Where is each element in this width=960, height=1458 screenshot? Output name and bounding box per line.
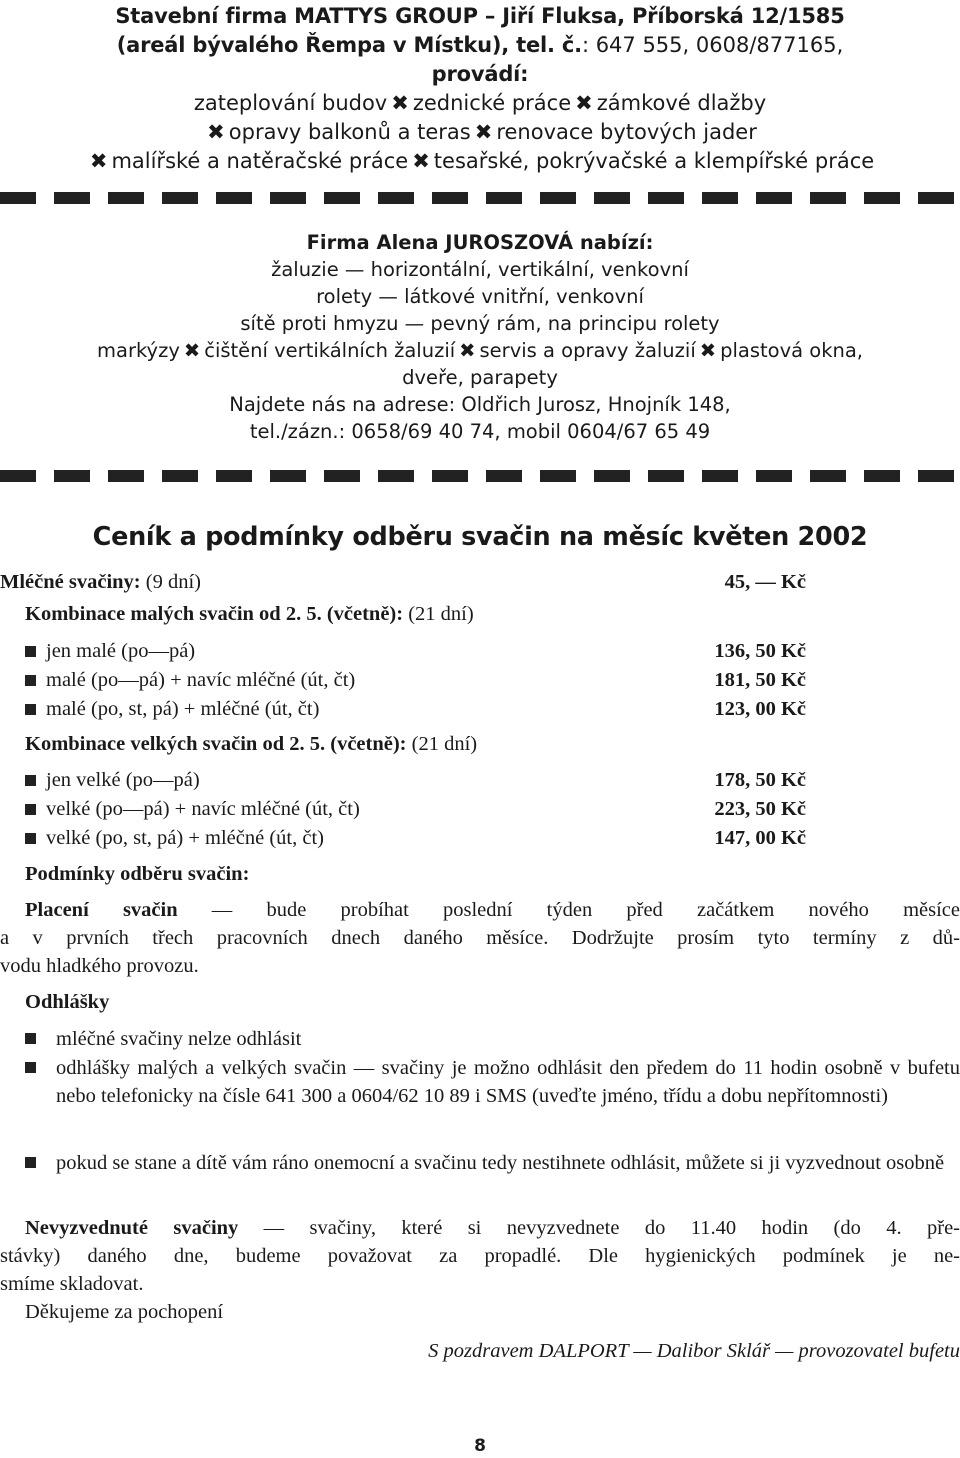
dash-segment bbox=[108, 470, 144, 482]
square-bullet-icon bbox=[25, 1157, 32, 1168]
dash-segment bbox=[864, 192, 900, 204]
price-row: jen malé (po—pá) 136, 50 Kč bbox=[22, 637, 960, 665]
ad-mattys-line3: provádí: bbox=[431, 62, 529, 86]
cross-icon: ✖ bbox=[459, 339, 476, 362]
ad-juroszova-line: dveře, parapety bbox=[402, 366, 558, 389]
square-bullet-icon bbox=[25, 804, 36, 815]
dash-segment bbox=[810, 470, 846, 482]
dash-segment bbox=[918, 470, 954, 482]
dash-segment bbox=[108, 192, 144, 204]
price: 45, — Kč bbox=[724, 571, 806, 593]
page-number: 8 bbox=[474, 1436, 486, 1456]
ad-juroszova-line: Najdete nás na adrese: Oldřich Jurosz, Hnojník 148, bbox=[229, 393, 731, 416]
price-row: velké (po, st, pá) + mléčné (út, čt) 147, 00 Kč bbox=[22, 824, 960, 852]
dash-segment bbox=[432, 192, 468, 204]
uncollected-line: stávky) daného dne, budeme považovat za propadlé. Dle hygienických podmínek je ne- bbox=[0, 1245, 960, 1267]
cross-icon: ✖ bbox=[183, 339, 201, 362]
dash-segment bbox=[432, 470, 468, 482]
ad-juroszova-line: sítě proti hmyzu — pevný rám, na principu rolety bbox=[240, 312, 720, 335]
dash-segment bbox=[756, 192, 792, 204]
ad-mattys-services-1: zateplování budov ✖ zednické práce ✖ zámkové dlažby bbox=[0, 89, 960, 118]
dash-segment bbox=[378, 192, 414, 204]
small-snacks-heading: Kombinace malých svačin od 2. 5. (včetně): (21 dní) bbox=[25, 603, 474, 625]
ad-juroszova-line: žaluzie — horizontální, vertikální, venkovní bbox=[271, 258, 689, 281]
dash-segment bbox=[702, 470, 738, 482]
dash-segment bbox=[594, 192, 630, 204]
cancellation-item: mléčné svačiny nelze odhlásit bbox=[56, 1028, 302, 1050]
ad-mattys-line1: Stavební firma MATTYS GROUP – Jiří Fluksa, Příborská 12/1585 bbox=[115, 4, 845, 28]
ad-juroszova-title: Firma Alena JUROSZOVÁ nabízí: bbox=[306, 231, 654, 254]
dash-segment bbox=[540, 192, 576, 204]
dash-segment bbox=[324, 470, 360, 482]
price-row: malé (po, st, pá) + mléčné (út, čt) 123, 00 Kč bbox=[22, 695, 960, 723]
conditions-heading: Podmínky odběru svačin: bbox=[25, 863, 250, 885]
signature: S pozdravem DALPORT — Dalibor Sklář — provozovatel bufetu bbox=[428, 1340, 960, 1362]
dash-segment bbox=[486, 192, 522, 204]
ad-mattys-line2: (areál bývalého Řempa v Místku), tel. č.: 647 555, 0608/877165, bbox=[116, 33, 844, 57]
payment-line: a v prvních třech pracovních dnech daného měsíce. Dodržujte prosím tyto termíny z dů- bbox=[0, 927, 960, 949]
square-bullet-icon bbox=[25, 1033, 32, 1044]
square-bullet-icon bbox=[25, 675, 36, 686]
cross-icon: ✖ bbox=[391, 91, 409, 115]
ad-mattys bbox=[0, 2, 960, 176]
milk-snacks-row: Mléčné svačiny: (9 dní) 45, — Kč bbox=[0, 568, 960, 596]
square-bullet-icon bbox=[25, 1062, 32, 1073]
price-row: malé (po—pá) + navíc mléčné (út, čt) 181, 50 Kč bbox=[22, 666, 960, 694]
dash-segment bbox=[810, 192, 846, 204]
big-snacks-heading: Kombinace velkých svačin od 2. 5. (včetně): (21 dní) bbox=[25, 733, 478, 755]
price-list-title: Ceník a podmínky odběru svačin na měsíc květen 2002 bbox=[92, 522, 868, 552]
dash-segment bbox=[594, 470, 630, 482]
dash-segment bbox=[216, 470, 252, 482]
square-bullet-icon bbox=[25, 775, 36, 786]
square-bullet-icon bbox=[25, 833, 36, 844]
cancellation-item: pokud se stane a dítě vám ráno onemocní a svačinu tedy nestihnete odhlásit, můžete si ji vyzvednout osobně bbox=[56, 1152, 945, 1174]
ad-juroszova-line: markýzy ✖ čištění vertikálních žaluzií ✖ servis a opravy žaluzií ✖ plastová okna, bbox=[97, 339, 863, 362]
dash-segment bbox=[54, 470, 90, 482]
uncollected-line: Nevyzvednuté svačiny — svačiny, které si nevyzvednete do 11.40 hodin (do 4. pře- bbox=[25, 1217, 960, 1239]
price-row: jen velké (po—pá) 178, 50 Kč bbox=[22, 766, 960, 794]
dash-segment bbox=[648, 470, 684, 482]
dashed-divider bbox=[0, 192, 960, 206]
dash-segment bbox=[486, 470, 522, 482]
ad-juroszova-line: tel./zázn.: 0658/69 40 74, mobil 0604/67 65 49 bbox=[249, 420, 711, 443]
cross-icon: ✖ bbox=[699, 339, 717, 362]
cross-icon: ✖ bbox=[412, 149, 430, 173]
ad-juroszova bbox=[0, 229, 960, 445]
dash-segment bbox=[0, 192, 36, 204]
payment-line: Placení svačin — bude probíhat poslední týden před začátkem nového měsíce bbox=[25, 899, 960, 921]
price-row: velké (po—pá) + navíc mléčné (út, čt) 223, 50 Kč bbox=[22, 795, 960, 823]
dash-segment bbox=[918, 192, 954, 204]
cross-icon: ✖ bbox=[474, 120, 493, 144]
dash-segment bbox=[0, 470, 36, 482]
dash-segment bbox=[378, 470, 414, 482]
dash-segment bbox=[270, 192, 306, 204]
ad-mattys-services-2: ✖ opravy balkonů a teras ✖ renovace bytových jader bbox=[0, 118, 960, 147]
cancellation-heading: Odhlášky bbox=[25, 991, 110, 1013]
dash-segment bbox=[864, 470, 900, 482]
cross-icon: ✖ bbox=[89, 149, 108, 173]
dash-segment bbox=[54, 192, 90, 204]
ad-mattys-services-3: ✖ malířské a natěračské práce ✖ tesařské, pokrývačské a klempířské práce bbox=[0, 147, 960, 176]
square-bullet-icon bbox=[25, 704, 36, 715]
dash-segment bbox=[162, 192, 198, 204]
dash-segment bbox=[216, 192, 252, 204]
square-bullet-icon bbox=[25, 646, 36, 657]
dash-segment bbox=[540, 470, 576, 482]
dashed-divider bbox=[0, 470, 960, 484]
ad-juroszova-line: rolety — látkové vnitřní, venkovní bbox=[316, 285, 644, 308]
cross-icon: ✖ bbox=[575, 91, 593, 115]
payment-line: vodu hladkého provozu. bbox=[0, 955, 199, 977]
dash-segment bbox=[702, 192, 738, 204]
thanks-line: Děkujeme za pochopení bbox=[25, 1301, 224, 1323]
dash-segment bbox=[270, 470, 306, 482]
uncollected-line: smíme skladovat. bbox=[0, 1273, 144, 1295]
dash-segment bbox=[324, 192, 360, 204]
dash-segment bbox=[162, 470, 198, 482]
dash-segment bbox=[756, 470, 792, 482]
cancellation-item: odhlášky malých a velkých svačin — svačiny je možno odhlásit den předem do 11 hodin osobně v bufetu nebo telefonicky na čísle 641 300 a 0604/62 10 89 i SMS (uveďte jméno, třídu a dobu nepřítomnosti) bbox=[56, 1057, 960, 1107]
dash-segment bbox=[648, 192, 684, 204]
cross-icon: ✖ bbox=[207, 120, 225, 144]
